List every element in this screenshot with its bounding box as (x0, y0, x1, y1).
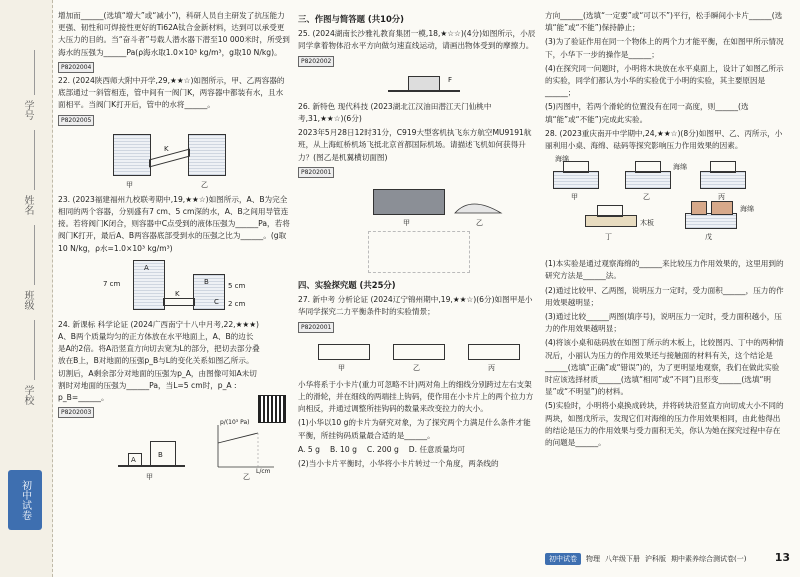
page-footer (545, 552, 785, 566)
column-1 (58, 10, 290, 490)
setup-jia (318, 344, 370, 360)
question-27: 27. 新中考 分析论证 (2024辽宁锦州期中,19,★★☆)(6分)如图甲是小华同学探究二力平衡条件时的实验情景； (298, 295, 533, 317)
container-a (133, 260, 165, 310)
name-label: 姓名 (22, 195, 33, 215)
question-28: 28. (2023重庆南开中学期中,24,★★☆)(8分)如图甲、乙、丙所示，小丽利用小桌、海绵、砝码等探究影响压力作用效果的因素。 (545, 128, 783, 151)
student-id-label: 学号 (22, 100, 33, 120)
setup-yi (393, 344, 445, 360)
q28-3: (3)通过比较______两图(填序号)，说明压力一定时，受力面积越小，压力的作用效果越明显； (545, 312, 782, 334)
q24-figure: A B 甲 p/(10³ Pa) L/cm 乙 (58, 421, 290, 487)
q28-2: (2)通过比较甲、乙两图，说明压力一定时，受力面积______，压力的作用效果越明显； (545, 285, 784, 307)
question-26-body: 2023年5月28日12时31分，C919大型客机执飞东方航空MU9191航班，从上海虹桥机场飞抵北京首都国际机场。请描述飞机如何获得升力？(图乙是机翼横切面图) (298, 128, 532, 162)
column-2 (298, 10, 536, 472)
page-number: 13 (774, 551, 790, 564)
code-tag: P8202003 (58, 407, 94, 418)
q27-4: (4)在探究同一问题时，小明将木块放在水平桌面上，设计了如图乙所示的实验，同学们都认为小华的实验优于小明的实验，其主要原因是______； (545, 63, 784, 98)
code-tag: P8202002 (298, 56, 334, 67)
footer-edition: 沪科版 (645, 555, 666, 563)
q27-cont-1: 方向______(选填“一定要”或“可以不”)平行，松手瞬间小卡片______(选填“能”或“不能”)保持静止； (545, 11, 783, 33)
q28-4: (4)将该小桌和砝码放在如图丁所示的木板上，比较图丙、丁中的两种情况后，小丽认为压力的作用效果还与接触面的材料有关，这个结论是______(选填“正确”或“错误”)的，为了更明显地观察，我们在做此实验时应该选择材质______(选填“相同”或“不同”)且形变______(选填“明显”或“不明显”)的材料。 (545, 338, 784, 397)
option-a[interactable]: A. 5 g (298, 444, 320, 454)
footer-subject: 物理 (586, 555, 600, 563)
sponge-bing (700, 171, 746, 189)
question-22: 22. (2024陕西师大附中开学,29,★★☆)如图所示，甲、乙两容器的底部通过一斜管相连，管中间有一阀门K，两容器中都装有水，且水面相平。当阀门K打开后，管中的水将______。 (58, 76, 285, 110)
binding-margin (0, 0, 53, 577)
footer-grade: 八年级下册 (605, 555, 640, 563)
code-tag: P8202004 (58, 62, 94, 73)
q25-figure: F (298, 70, 536, 98)
question-27-1: (1)小华以10 g的卡片为研究对象，为了探究两个力满足什么条件才能平衡，所挂钩码质量最合适的是______。 (298, 418, 531, 440)
question-26-head: 26. 新特色 现代科技 (2023湖北江汉油田潜江天门仙桃中考,31,★★☆)(6分) (298, 101, 492, 124)
container-yi (188, 134, 226, 176)
q27-figure: 甲 乙 丙 (298, 336, 536, 376)
slanted-pipe (149, 148, 190, 167)
sponge-yi (625, 171, 671, 189)
container-jia (113, 134, 151, 176)
wing-cross-section (453, 195, 503, 219)
sponge-wu (685, 213, 737, 229)
question-27-text: 小华将系于小卡片(重力可忽略不计)两对角上的细线分别跨过左右支架上的滑轮，并在细线的两端挂上钩码，使作用在小卡片上的两个拉力方向相反，并通过调整所挂钩码的数量来改变拉力的大小。 (298, 379, 534, 414)
section-4-title: 四、实验探究题 (共25分) (298, 280, 396, 291)
qr-code[interactable] (258, 395, 286, 423)
q23-figure: A B K C 7 cm 5 cm 2 cm (58, 258, 290, 316)
question-24: 24. 新课标 科学论证 (2024广西南宁十八中月考,22,★★★) A、B两个质量均匀的正方体放在水平地面上，A、B的边长是A的2倍。将A沿竖直方向切去宽为L的部分，把切去部分叠放在B上，B对地面的压强p_B与L的变化关系如图乙所示。切割后，A剩余部分对地面的压强为p_A，由图像可知A未切割时对地面的压强为______Pa，当L=5 cm时，p_A : p_B=______。 (58, 319, 260, 403)
container-b (193, 274, 225, 310)
q28-1: (1)本实验是通过观察海绵的______来比较压力作用效果的，这里用到的研究方法是______法。 (545, 259, 784, 281)
column-3 (545, 10, 785, 451)
option-d[interactable]: D. 任意质量均可 (408, 444, 466, 454)
option-b[interactable]: B. 10 g (329, 444, 357, 454)
airplane-photo (373, 189, 445, 215)
footer-test: 期中素养综合测试卷(一) (671, 555, 747, 563)
options (298, 444, 536, 456)
question-23: 23. (2023福建福州九校联考期中,19,★★☆)如图所示，A、B为完全相同的两个容器，分别盛有7 cm、5 cm深的水，A、B之间用导管连接。若将阀门K闭合，则容器中C点受到的液体压强为______Pa，若将阀门K打开，最后A、B两容器底部受到水的压强之比为______。(g取10 N/kg，ρ水=1.0×10³ kg/m³) (58, 194, 290, 253)
q26-figure: 甲 乙 (298, 181, 536, 276)
q27-3: (3)为了验证作用在同一个物体上的两个力才能平衡，在如图甲所示情况下，小华下一步的操作是______； (545, 37, 784, 59)
footer-brand: 初中试卷 (545, 553, 581, 565)
section-3-title: 三、作图与简答题 (共10分) (298, 14, 404, 24)
question-27-2: (2)当小卡片平衡时，小华将小卡片转过一个角度，两条线的 (298, 459, 499, 469)
code-tag: P8202001 (298, 322, 334, 333)
setup-bing (468, 344, 520, 360)
sponge-jia (553, 171, 599, 189)
q28-5: (5)实验时，小明将小桌换成砖块，并将砖块沿竖直方向切成大小不同的两块，如图戊所示，发现它们对海绵的压力作用效果相同，由此他得出的结论是压力的作用效果与受力面积无关，你认为她在探究过程中存在的问题是______。 (545, 401, 784, 448)
answer-area[interactable] (368, 231, 470, 273)
option-c[interactable]: C. 200 g (366, 444, 399, 454)
q21-continued: 增加而______(选填“增大”或“减小”)，科研人员自主研发了抗压能力更强、韧性和可焊接性更好的Ti62A钛合金新材料，达到可以承受更大压力的目的。当“奋斗者”号载人潜水器下潜至10 000米时，所受到海水的压强为______Pa(ρ海水取1.0×10³ kg/m³，g取10 N/kg)。 (58, 11, 290, 57)
code-tag: P8202001 (298, 167, 334, 178)
question-25: 25. (2024湖南长沙雅礼教育集团一模,18,★☆☆)(4分)如图所示，小辰同学拿着物体沿水平方向做匀速直线运动，请画出物体受到的摩擦力。 (298, 29, 536, 51)
code-tag: P8202005 (58, 115, 94, 126)
q22-figure: K 甲 乙 (58, 129, 290, 191)
school-label: 学校 (22, 385, 33, 405)
q28-figure: 海绵 海绵 甲 乙 丙 丁 木板 戊 海绵 (555, 155, 754, 242)
q27-5: (5)丙图中，若两个滑轮的位置没有在同一高度，则______(选填“能”或“不能”)完成此实验。 (545, 102, 749, 124)
cube-b (150, 441, 176, 467)
brand-logo: 初中试卷 (8, 470, 42, 530)
class-label: 班级 (22, 290, 33, 310)
